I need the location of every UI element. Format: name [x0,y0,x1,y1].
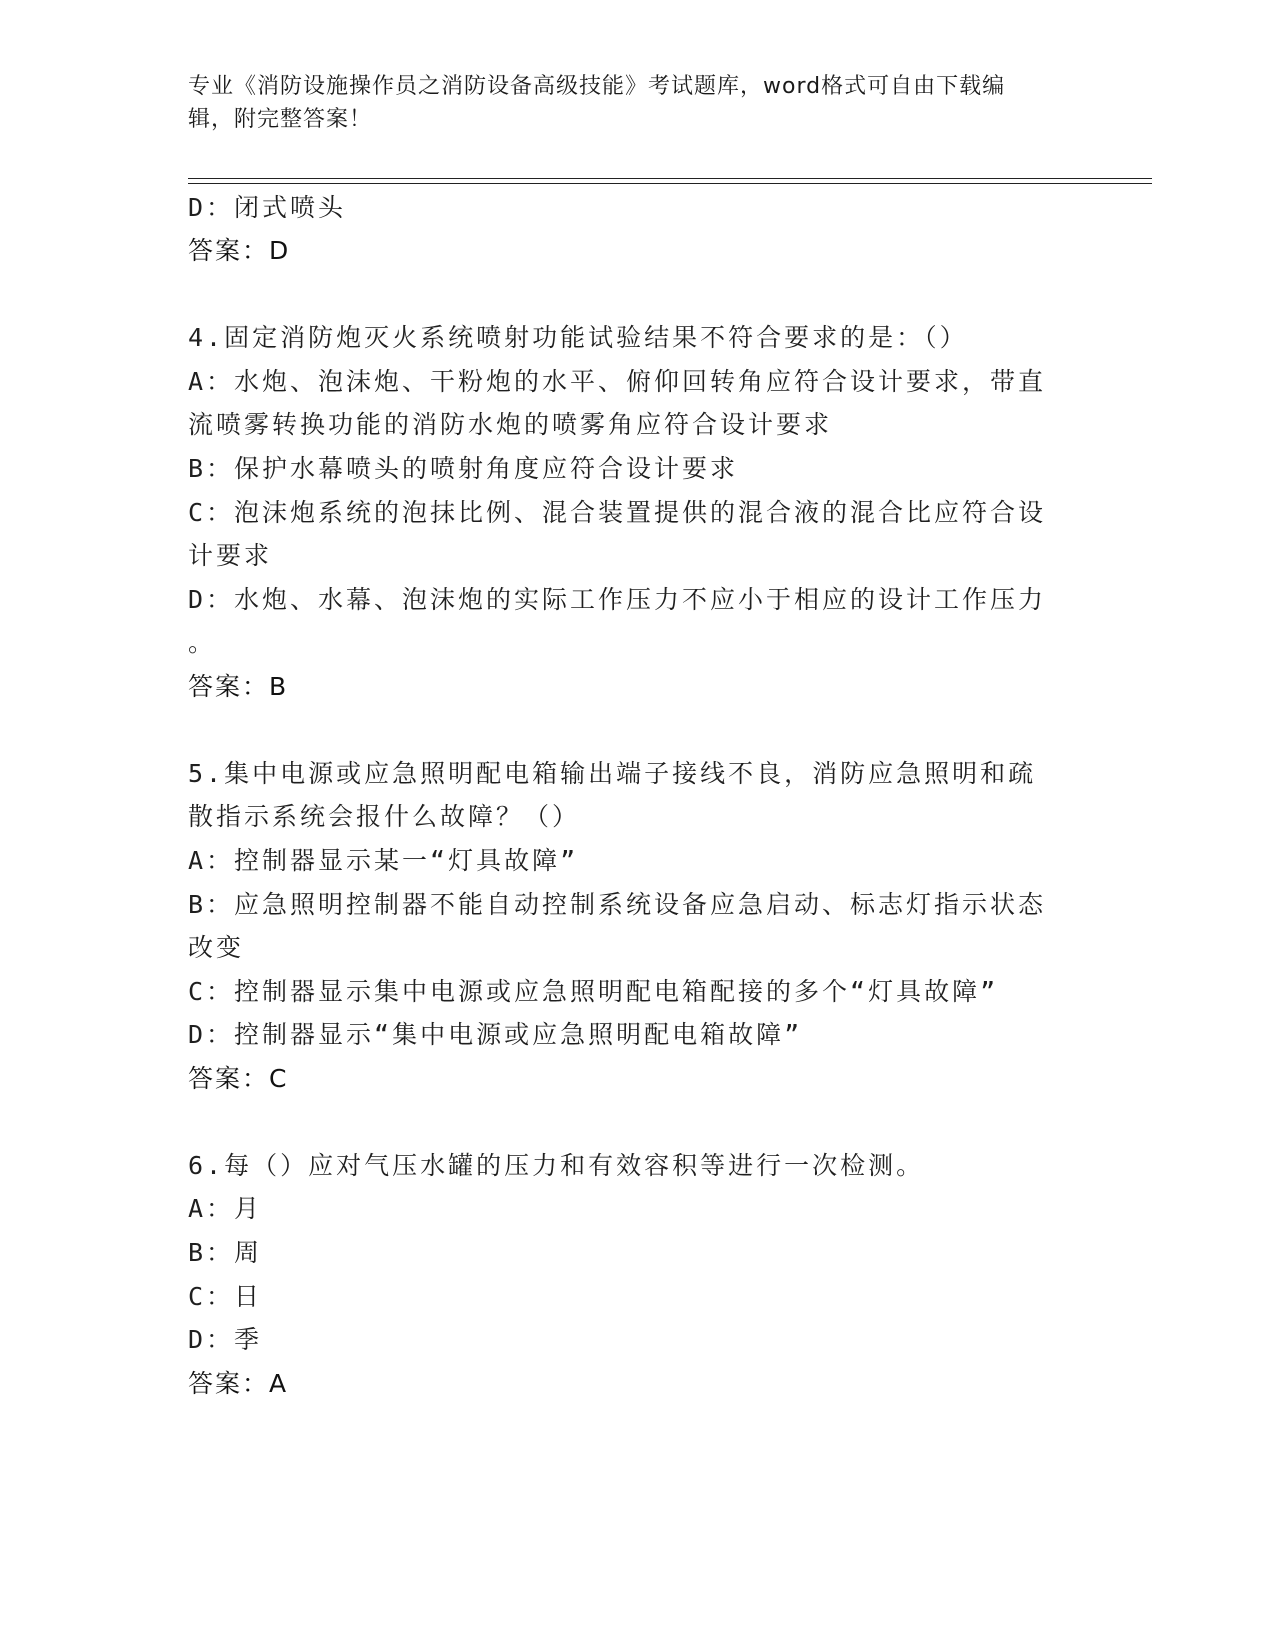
q5-option-b-line-1: B：应急照明控制器不能自动控制系统设备应急启动、标志灯指示状态 [188,890,1047,919]
q4-option-d-line-1: D：水炮、水幕、泡沫炮的实际工作压力不应小于相应的设计工作压力 [188,585,1047,614]
q6-option-d: D：季 [188,1325,263,1354]
q4-option-b: B：保护水幕喷头的喷射角度应符合设计要求 [188,454,739,483]
q6-option-b: B：周 [188,1238,263,1267]
q3-answer: 答案：D [188,236,291,265]
q5-option-b-line-2: 改变 [188,933,245,962]
q4-option-d-line-2: 。 [188,628,217,657]
q4-question: 4.固定消防炮灭火系统喷射功能试验结果不符合要求的是：（） [188,323,968,352]
q5-question-line-2: 散指示系统会报什么故障？（） [188,802,581,831]
header-divider-bottom [188,183,1152,184]
q5-question-line-1: 5.集中电源或应急照明配电箱输出端子接线不良，消防应急照明和疏 [188,759,1037,788]
q3-option-d: D：闭式喷头 [188,193,347,222]
q6-option-c: C：日 [188,1282,263,1311]
header-line-1: 专业《消防设施操作员之消防设备高级技能》考试题库，word格式可自由下载编 [188,74,1006,99]
q5-answer: 答案：C [188,1064,289,1093]
q4-answer: 答案：B [188,672,289,701]
q4-option-a-line-1: A：水炮、泡沫炮、干粉炮的水平、俯仰回转角应符合设计要求，带直 [188,367,1047,396]
q4-option-a-line-2: 流喷雾转换功能的消防水炮的喷雾角应符合设计要求 [188,410,833,439]
q5-option-c: C：控制器显示集中电源或应急照明配电箱配接的多个“灯具故障” [188,977,999,1006]
q5-option-a: A：控制器显示某一“灯具故障” [188,846,579,875]
q6-answer: 答案：A [188,1369,289,1398]
q6-option-a: A：月 [188,1194,263,1223]
q4-option-c-line-1: C：泡沫炮系统的泡抹比例、混合装置提供的混合液的混合比应符合设 [188,498,1047,527]
q5-option-d: D：控制器显示“集中电源或应急照明配电箱故障” [188,1020,803,1049]
header-divider-top [188,178,1152,179]
header-line-2: 辑，附完整答案！ [188,107,373,132]
document-header [188,70,1068,136]
q4-option-c-line-2: 计要求 [188,541,273,570]
q6-question: 6.每（）应对气压水罐的压力和有效容积等进行一次检测。 [188,1151,925,1180]
